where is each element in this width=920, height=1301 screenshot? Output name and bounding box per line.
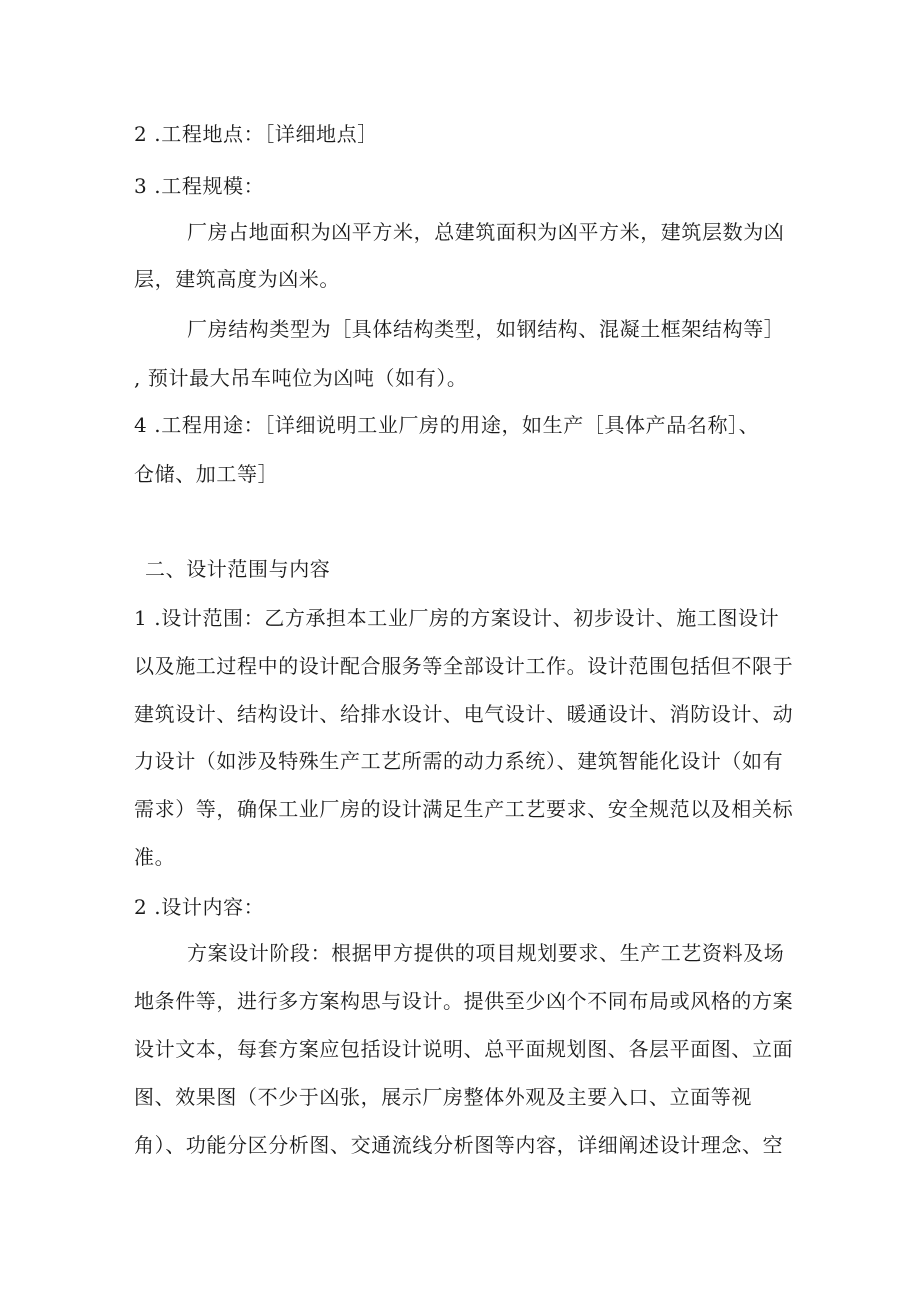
structure-paragraph-line-2: , 预计最大吊车吨位为凶吨（如有）。 — [134, 366, 468, 390]
scheme-design-line-5: 角）、功能分区分析图、交通流线分析图等内容，详细阐述设计理念、空 — [134, 1133, 784, 1157]
design-scope-line-2: 以及施工过程中的设计配合服务等全部设计工作。设计范围包括但不限于 — [134, 654, 794, 678]
item-4-usage-line-2: 仓储、加工等］ — [134, 462, 279, 486]
design-scope-line-6: 准。 — [134, 845, 176, 869]
scheme-design-line-1: 方案设计阶段：根据甲方提供的项目规划要求、生产工艺资料及场 — [187, 941, 785, 965]
design-scope-line-4: 力设计（如涉及特殊生产工艺所需的动力系统）、建筑智能化设计（如有 — [134, 749, 784, 773]
design-scope-line-1: 1 .设计范围：乙方承担本工业厂房的方案设计、初步设计、施工图设计 — [134, 606, 780, 630]
scheme-design-line-2: 地条件等，进行多方案构思与设计。提供至少凶个不同布局或风格的方案 — [134, 989, 794, 1013]
item-2-design-content-heading: 2 .设计内容： — [134, 895, 265, 919]
scheme-design-line-4: 图、效果图（不少于凶张，展示厂房整体外观及主要入口、立面等视 — [134, 1085, 752, 1109]
item-4-usage-line-1: 4 .工程用途：［详细说明工业厂房的用途，如生产［具体产品名称］、 — [134, 413, 760, 437]
scheme-design-line-3: 设计文本，每套方案应包括设计说明、总平面规划图、各层平面图、立面 — [134, 1037, 794, 1061]
scale-paragraph-line-1: 厂房占地面积为凶平方米，总建筑面积为凶平方米，建筑层数为凶 — [187, 220, 785, 244]
design-scope-line-3: 建筑设计、结构设计、给排水设计、电气设计、暖通设计、消防设计、动 — [134, 702, 794, 726]
design-scope-line-5: 需求）等，确保工业厂房的设计满足生产工艺要求、安全规范以及相关标 — [134, 797, 794, 821]
section-heading-design-scope: 二、设计范围与内容 — [145, 557, 331, 581]
structure-paragraph-line-1: 厂房结构类型为［具体结构类型，如钢结构、混凝土框架结构等］ — [187, 317, 785, 341]
item-3-scale-heading: 3 .工程规模： — [134, 174, 265, 198]
item-2-location: 2 .工程地点：［详细地点］ — [134, 122, 378, 146]
scale-paragraph-line-2: 层，建筑高度为凶米。 — [134, 267, 340, 291]
